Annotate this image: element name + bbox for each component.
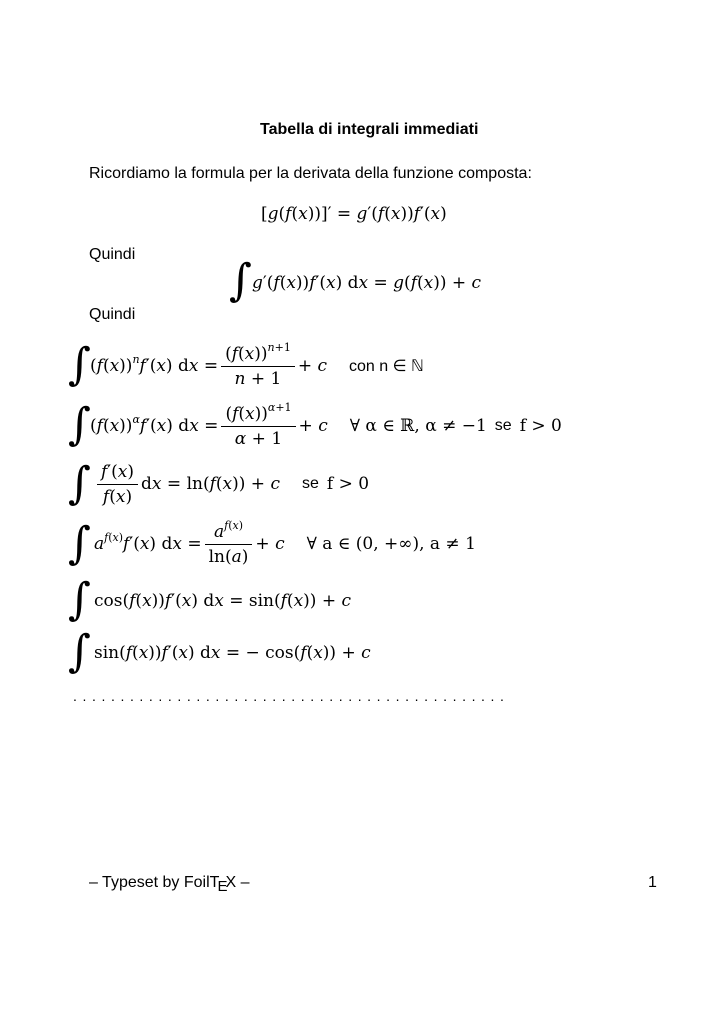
condition-power: con n ∈ ℕ	[349, 358, 424, 375]
main-integral-formula: g′(f(x))f′(x) dx = g(f(x)) + c	[252, 273, 482, 293]
page-title: Tabella di integrali immediati	[260, 121, 479, 138]
integral-log: $\frac{f'(x)}{f(x)}$ dx = ln(f(x)) + c se f > 0	[94, 454, 369, 514]
condition-alpha: ∀ α ∈ ℝ, α ≠ −1	[349, 416, 487, 436]
condition-alpha-tail: f > 0	[519, 416, 562, 436]
quindi-label-2: Quindi	[89, 306, 136, 323]
integral-exp: $a^{f(x)}f'(x)$ dx = $\frac{a^{f(x)}}{\ln(a)}$ + c ∀ a ∈ (0, +∞), a ≠ 1	[94, 518, 476, 567]
integral-sign: ∫	[68, 626, 91, 677]
page-number: 1	[648, 874, 657, 891]
integral-sign: ∫	[229, 255, 252, 306]
integral-sign: ∫	[68, 339, 91, 390]
intro-text: Ricordiamo la formula per la derivata della funzione composta:	[89, 165, 532, 182]
condition-log-tail: f > 0	[326, 474, 370, 494]
footer-typeset: – Typeset by FoilTEX –	[89, 874, 250, 895]
integral-sign: ∫	[68, 399, 91, 450]
quindi-label-1: Quindi	[89, 246, 136, 263]
integral-sign: ∫	[68, 574, 91, 625]
continuation-dots: ..............................................	[73, 688, 510, 704]
condition-alpha-se: se	[494, 417, 512, 434]
integral-power: $(f(x))^nf'(x)$ dx = $\frac{(f(x))^{n+1}}{n + 1}$ + c con n ∈ ℕ	[90, 340, 424, 389]
integral-sin: sin(f(x))f′(x) dx = − cos(f(x)) + c	[94, 643, 371, 663]
integral-alpha: $(f(x))^\alpha f'(x)$ dx = $\frac{(f(x))^{\alpha+1}}{\alpha + 1}$ + c ∀ α ∈ ℝ, α ≠ −1 se f > 0	[90, 400, 562, 449]
integral-sign: ∫	[68, 458, 91, 509]
condition-log-se: se	[301, 475, 319, 492]
integral-cos: cos(f(x))f′(x) dx = sin(f(x)) + c	[94, 591, 352, 611]
integral-sign: ∫	[68, 518, 91, 569]
chain-rule-formula: [g(f(x))]′ = g′(f(x))f′(x)	[261, 204, 447, 224]
condition-exp: ∀ a ∈ (0, +∞), a ≠ 1	[306, 534, 476, 554]
